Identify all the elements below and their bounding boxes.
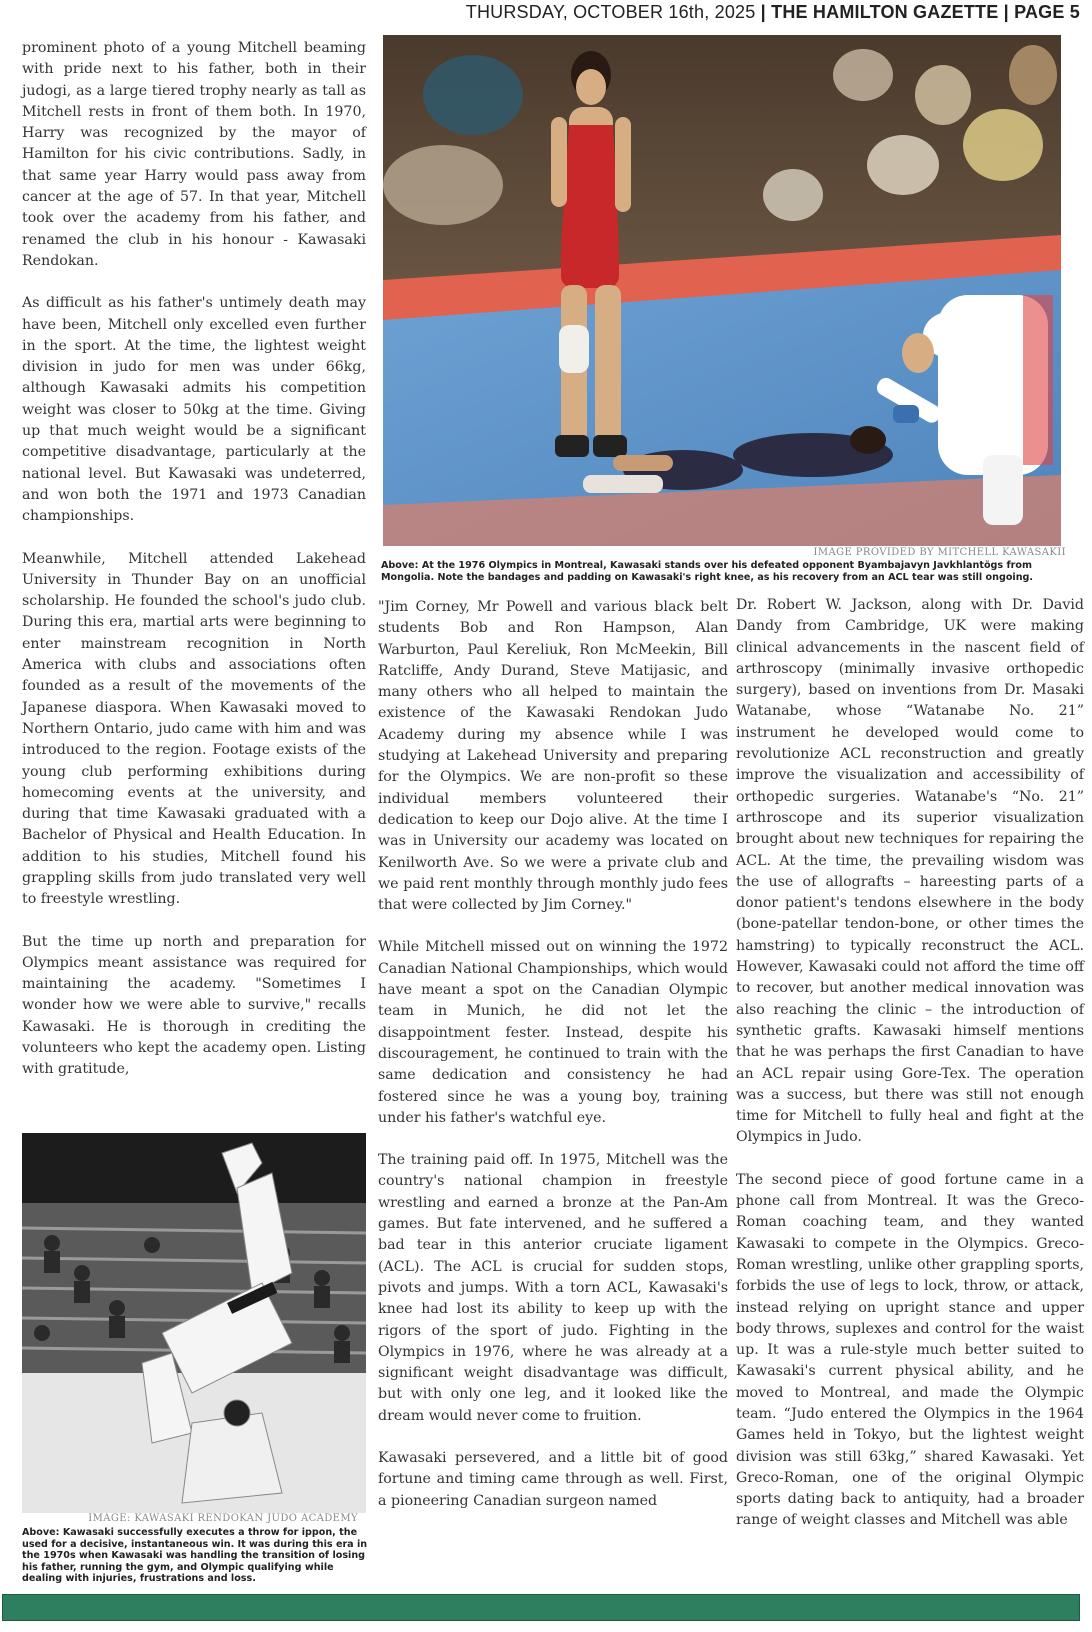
judo-throw-photo xyxy=(22,1133,366,1513)
article-column-1 xyxy=(22,38,366,1081)
photo-credit: IMAGE PROVIDED BY MITCHELL KAWASAKII xyxy=(813,547,1066,558)
header-page-number: PAGE 5 xyxy=(1014,2,1080,22)
footer-bar xyxy=(2,1594,1080,1621)
paragraph: Dr. Robert W. Jackson, along with Dr. David Dandy from Cambridge, UK were making clinical advancements in the nascent field of arthroscopy (minimally invasive orthopedic surgery), based on inventions from Dr. Masaki Watanabe, whose “Watanabe No. 21” instrument he developed would come to revolutionize ACL reconstruction and greatly improve the visualization and accessibility of orthopedic surgeries. Watanabe's “No. 21” arthroscope and its superior visualization brought about new techniques for repairing the ACL. At the time, the prevailing wisdom was the use of allografts – hareesting parts of a donor patient's tendons elsewhere in the body (bone-patellar tendon-bone, or other times the hamstring) to typically reconstruct the ACL. However, Kawasaki could not afford the time off to recover, but another medical innovation was also reaching the clinic – the introduction of synthetic grafts. Kawasaki himself mentions that he was perhaps the first Canadian to have an ACL repair using Gore-Tex. The operation was a success, but there was still not enough time for Mitchell to fully heal and fight at the Olympics in Judo. xyxy=(736,597,1084,1146)
header-date: THURSDAY, OCTOBER 16th, 2025 xyxy=(465,2,756,22)
paragraph: While Mitchell missed out on winning the 1972 Canadian National Championships, which would have meant a spot on the Canadian Olympic team in Munich, he did not let the disappointment fester. Instead, despite his discouragement, he continued to train with the same dedication and consistency he had fostered since he was a young boy, training under his father's watchful eye. xyxy=(378,939,728,1126)
photo-caption: Above: Kawasaki successfully executes a throw for ippon, the used for a decisive, instantaneous win. It was during this era in the 1970s when Kawasaki was handling the transition of losing his father, running the gym, and Olympic qualifying while dealing with injuries, frustrations and loss. xyxy=(22,1527,368,1584)
photo-credit: IMAGE: KAWASAKI RENDOKAN JUDO ACADEMY xyxy=(88,1513,358,1524)
article-column-3 xyxy=(736,595,1084,1532)
header-publication: THE HAMILTON GAZETTE xyxy=(771,2,999,22)
paragraph: As difficult as his father's untimely death may have been, Mitchell only excelled even further in the sport. At the time, the lightest weight division in judo for men was under 66kg, although Kawasaki admits his competition weight was closer to 50kg at the time. Giving up that much weight would be a significant competitive disadvantage, particularly at the national level. But Kawasaki was undeterred, and won both the 1971 and 1973 Canadian championships. xyxy=(22,295,366,525)
olympics-wrestling-photo xyxy=(383,35,1061,546)
paragraph: The second piece of good fortune came in a phone call from Montreal. It was the Greco-Roman coaching team, and they wanted Kawasaki to compete in the Olympics. Greco-Roman wrestling, unlike other grappling sports, forbids the use of legs to lock, throw, or attack, instead relying on upright stance and upper body throws, suplexes and control for the waist up. It was a rule-style much better suited to Kawasaki's current physical ability, and he moved to Montreal, and made the Olympic team. “Judo entered the Olympics in the 1964 Games held in Tokyo, but the lightest weight division was still 63kg,” shared Kawasaki. Yet Greco-Roman, one of the original Olympic sports dating back to antiquity, had a broader range of weight classes and Mitchell was able xyxy=(736,1171,1084,1529)
photo-caption: Above: At the 1976 Olympics in Montreal, Kawasaki stands over his defeated opponent Byambajavyn Javkhlantögs from Mongolia. Note the bandages and padding on Kawasaki's right knee, as his recovery from an ACL tear was still ongoing. xyxy=(381,560,1034,583)
header-separator: | xyxy=(1003,2,1009,22)
paragraph: prominent photo of a young Mitchell beaming with pride next to his father, both in their judogi, as a large tiered trophy nearly as tall as Mitchell rests in front of them both. In 1970, Harry was recognized by the mayor of Hamilton for his civic contributions. Sadly, in that same year Harry would pass away from cancer at the age of 57. In that year, Mitchell took over the academy from his father, and renamed the club in his honour - Kawasaki Rendokan. xyxy=(22,40,366,269)
header-separator: | xyxy=(760,2,766,22)
article-column-2 xyxy=(378,597,728,1512)
page-header xyxy=(466,2,1080,28)
paragraph: Kawasaki persevered, and a little bit of good fortune and timing came through as well. First, a pioneering Canadian surgeon named xyxy=(378,1449,728,1509)
paragraph: Meanwhile, Mitchell attended Lakehead University in Thunder Bay on an unofficial scholarship. He founded the school's judo club. During this era, martial arts were beginning to enter mainstream recognition in North America with clubs and associations often founded as a result of the movements of the Japanese diaspora. When Kawasaki moved to Northern Ontario, judo came with him and was introduced to the region. Footage exists of the young club performing exhibitions during homecoming events at the university, and during that time Kawasaki graduated with a Bachelor of Physical and Health Education. In addition to his studies, Mitchell found his grappling skills from judo translated very well to freestyle wrestling. xyxy=(22,550,366,908)
paragraph: But the time up north and preparation for Olympics meant assistance was required for maintaining the academy. "Sometimes I wonder how we were able to survive," recalls Kawasaki. He is thorough in crediting the volunteers who kept the academy open. Listing with gratitude, xyxy=(22,933,366,1078)
paragraph: The training paid off. In 1975, Mitchell was the country's national champion in freestyle wrestling and earned a bronze at the Pan-Am games. But fate intervened, and he suffered a bad tear in this anterior cruciate ligament (ACL). The ACL is crucial for sudden stops, pivots and jumps. With a torn ACL, Kawasaki's knee had lost its ability to keep up with the rigors of the sport of judo. Fighting in the Olympics in 1976, where he was already at a significant weight disadvantage was difficult, but with only one leg, and it looked like the dream would never come to fruition. xyxy=(378,1152,728,1424)
paragraph: "Jim Corney, Mr Powell and various black belt students Bob and Ron Hampson, Alan Warburton, Paul Kereliuk, Ron McMeekin, Bill Ratcliffe, Andy Durand, Steve Matijasic, and many others who all helped to maintain the existence of the Kawasaki Rendokan Judo Academy during my absence while I was studying at Lakehead University and preparing for the Olympics. We are non-profit so these individual members volunteered their dedication to keep our Dojo alive. At the time I was in University our academy was located on Kenilworth Ave. So we were a private club and we paid rent monthly through monthly judo fees that were collected by Jim Corney." xyxy=(378,599,728,914)
